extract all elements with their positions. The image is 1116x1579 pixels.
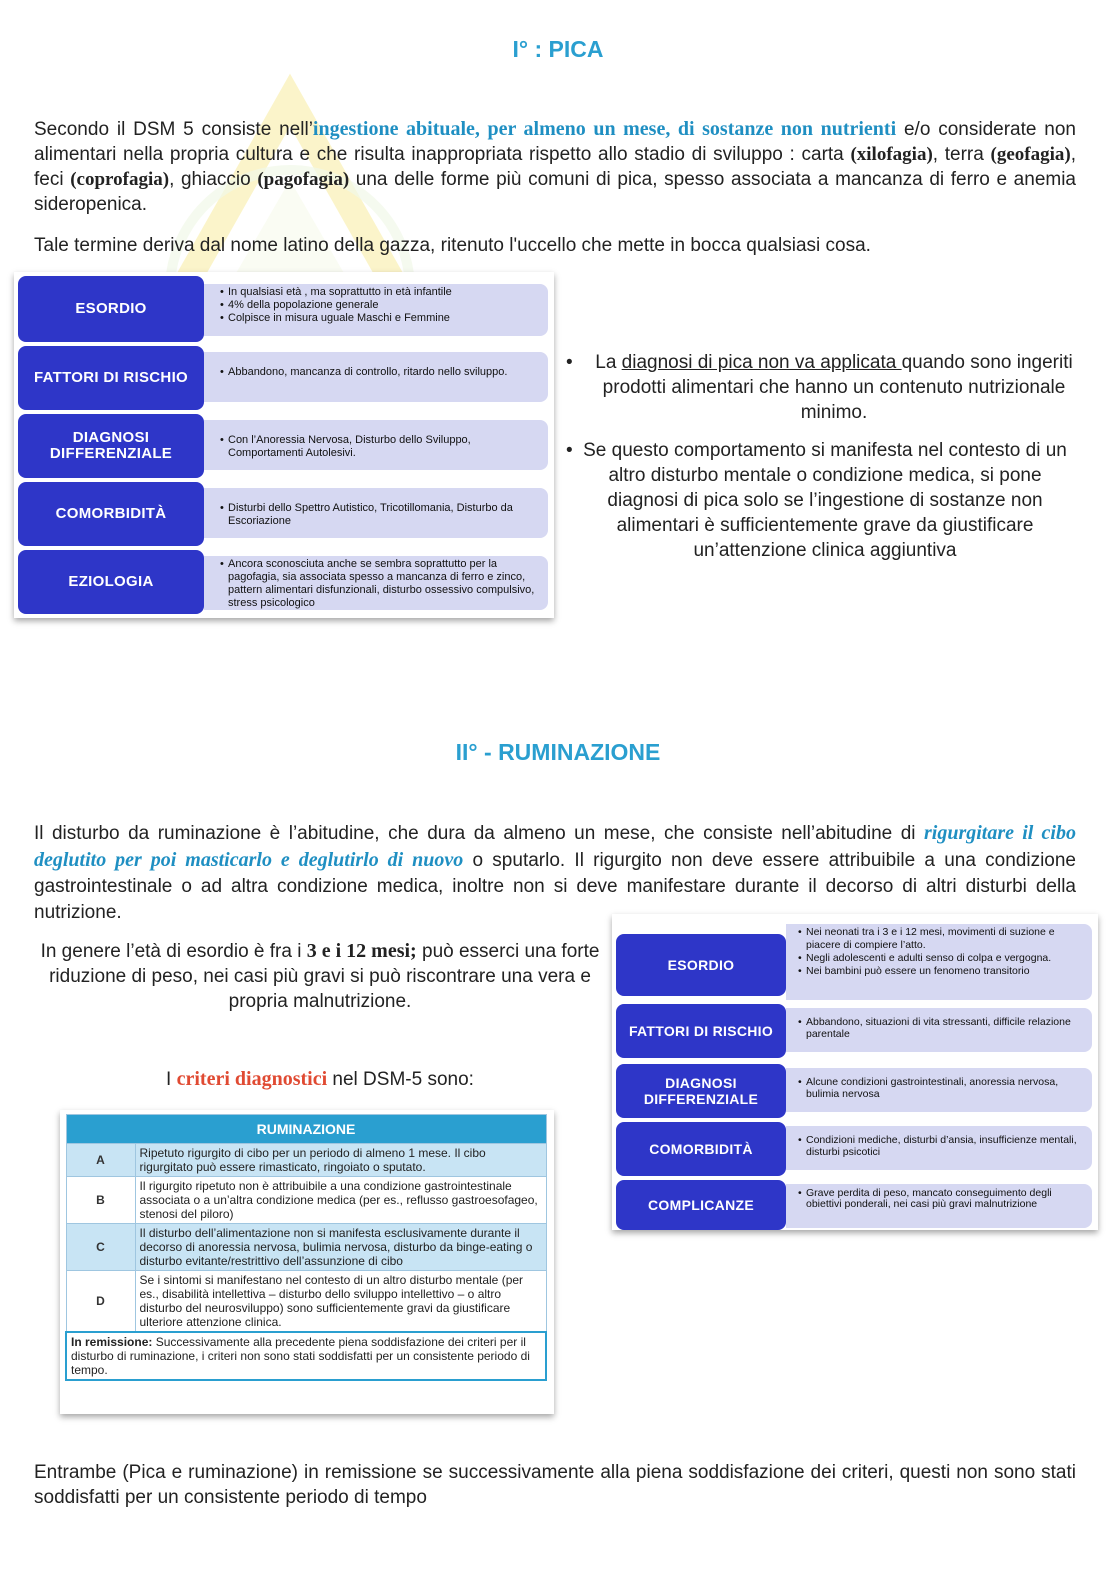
row-label: ESORDIO [18,276,204,342]
criteria-row-b [66,1177,546,1224]
row-item: • In qualsiasi età , ma soprattutto in età infantile [220,286,540,299]
row-item: • Abbandono, situazioni di vita stressanti, difficile relazione parentale [798,1016,1084,1040]
criteria-row-c [66,1224,546,1271]
footer-note: Entrambe (Pica e ruminazione) in remissione se successivamente alla piena soddisfazione dei criteri, questi non sono stati soddisfatti per un consistente periodo di tempo [34,1462,1076,1508]
criteria-header: RUMINAZIONE [66,1115,546,1144]
criteria-intro: I criteri diagnostici nel DSM-5 sono: [166,1068,474,1090]
rum-row-fattori [612,1004,1098,1058]
row-label: COMORBIDITÀ [616,1122,786,1176]
row-label: ESORDIO [616,934,786,996]
row-item: • Condizioni mediche, disturbi d’ansia, insufficienze mentali, disturbi psicotici [798,1134,1084,1158]
criteria-letter: C [66,1224,135,1271]
row-item: • Con l’Anoressia Nervosa, Disturbo dello Sviluppo, Comportamenti Autolesivi. [220,434,540,460]
criteria-row-a [66,1144,546,1177]
ruminazione-info-table [612,914,1098,1230]
row-item: • Negli adolescenti e adulti senso di colpa e vergogna. [798,952,1084,965]
criteria-text: Se i sintomi si manifestano nel contesto di un altro disturbo mentale (per es., disabilità intellettiva – disturbo dello sviluppo intellettivo – o altro disturbo del neurosviluppo) sono sufficientemente gravi da giustificare ulteriore attenzione clinica. [135,1271,546,1333]
criteria-letter: D [66,1271,135,1333]
row-label: FATTORI DI RISCHIO [616,1004,786,1058]
rum-row-complicanze [612,1180,1098,1230]
rum-row-esordio [612,922,1098,1002]
ruminazione-definition: Il disturbo da ruminazione è l’abitudine, che dura da almeno un mese, che consiste nell’abitudine di rigurgitare il cibo deglutito per poi masticarlo e deglutirlo di nuovo o sputarlo. Il rigurgito non deve essere attribuibile a una condizione gastrointestinale o ad altra condizione medica, inoltre non si deve manifestare durante il decorso di altri disturbi della nutrizione. [34,822,1076,923]
criteria-remission [66,1332,546,1380]
row-item: • Nei neonati tra i 3 e i 12 mesi, movimenti di suzione e piacere di compiere l’atto. [798,926,1084,952]
row-label: FATTORI DI RISCHIO [18,346,204,410]
criteria-row-d [66,1271,546,1333]
section-title-ruminazione: II° - RUMINAZIONE [455,739,661,765]
criteria-letter: B [66,1177,135,1224]
row-item: • Ancora sconosciuta anche se sembra soprattutto per la pagofagia, sia associata spesso a mancanza di ferro e zinco, pattern alimentari disfunzionali, disturbo ossessivo compulsivo, stress psicologico [220,558,540,610]
row-item: • Colpisce in misura uguale Maschi e Femmine [220,312,540,325]
section-title-pica: I° : PICA [512,36,604,62]
row-item: • Abbandono, mancanza di controllo, ritardo nello sviluppo. [220,366,540,379]
criteria-table [60,1110,554,1414]
row-label: COMORBIDITÀ [18,482,204,546]
row-label: DIAGNOSI DIFFERENZIALE [616,1064,786,1118]
remission-label: In remissione: [71,1335,153,1349]
row-item: • 4% della popolazione generale [220,299,540,312]
pica-row-esordio [14,276,554,342]
criteria-text: Il disturbo dell’alimentazione non si manifesta esclusivamente durante il decorso di anoressia nervosa, bulimia nervosa, disturbo da binge-eating o disturbo evitante/restrittivo dell’assunzione di cibo [135,1224,546,1271]
row-item: • Alcune condizioni gastrointestinali, anoressia nervosa, bulimia nervosa [798,1076,1084,1100]
rum-row-comorbidita [612,1122,1098,1176]
pica-definition: Secondo il DSM 5 consiste nell’ingestione abituale, per almeno un mese, di sostanze non nutrienti e/o considerate non alimentari nella propria cultura e che risulta inappropriata rispetto allo stadio di sviluppo : carta (xilofagia), terra (geofagia), feci (coprofagia), ghiaccio (pagofagia) una delle forme più comuni di pica, spesso associata a mancanza di ferro e anemia sideropenica. [34,118,1077,215]
pica-row-comorbidita [14,482,554,546]
row-item: • Nei bambini può essere un fenomeno transitorio [798,965,1084,978]
pica-etymology: Tale termine deriva dal nome latino della gazza, ritenuto l'uccello che mette in bocca qualsiasi cosa. [34,235,871,256]
row-item: • Disturbi dello Spettro Autistico, Tricotillomania, Disturbo da Escoriazione [220,502,540,528]
row-label: DIAGNOSI DIFFERENZIALE [18,414,204,478]
pica-bullet-2: • Se questo comportamento si manifesta nel contesto di un altro disturbo mentale o condizione medica, si pone diagnosi di pica solo se l’ingestione di sostanze non alimentari è sufficientemente grave da giustificare un’attenzione clinica aggiuntiva [566,440,1067,561]
pica-row-diagnosi [14,414,554,478]
remission-text: Successivamente alla precedente piena soddisfazione dei criteri per il disturbo di ruminazione, i criteri non sono stati soddisfatti per un consistente periodo di tempo. [71,1335,530,1377]
pica-row-fattori [14,346,554,410]
pica-row-eziologia [14,550,554,614]
row-label: COMPLICANZE [616,1180,786,1230]
pica-bullet-1: • La diagnosi di pica non va applicata quando sono ingeriti prodotti alimentari che hanno un contenuto nutrizionale minimo. [566,352,1073,423]
pica-info-table [14,272,554,618]
criteria-letter: A [66,1144,135,1177]
criteria-text: Il rigurgito ripetuto non è attribuibile a una condizione gastrointestinale associata o a un’altra condizione medica (per es., reflusso gastroesofageo, stenosi del piloro) [135,1177,546,1224]
criteria-text: Ripetuto rigurgito di cibo per un periodo di almeno 1 mese. Il cibo rigurgitato può essere rimasticato, ringoiato o sputato. [135,1144,546,1177]
row-item: • Grave perdita di peso, mancato conseguimento degli obiettivi ponderali, nei casi più gravi malnutrizione [798,1188,1084,1210]
row-label: EZIOLOGIA [18,550,204,614]
ruminazione-onset: In genere l’età di esordio è fra i 3 e i 12 mesi; può esserci una forte riduzione di peso, nei casi più gravi si può riscontrare una vera e propria malnutrizione. [40,940,600,1012]
rum-row-diagnosi [612,1064,1098,1118]
